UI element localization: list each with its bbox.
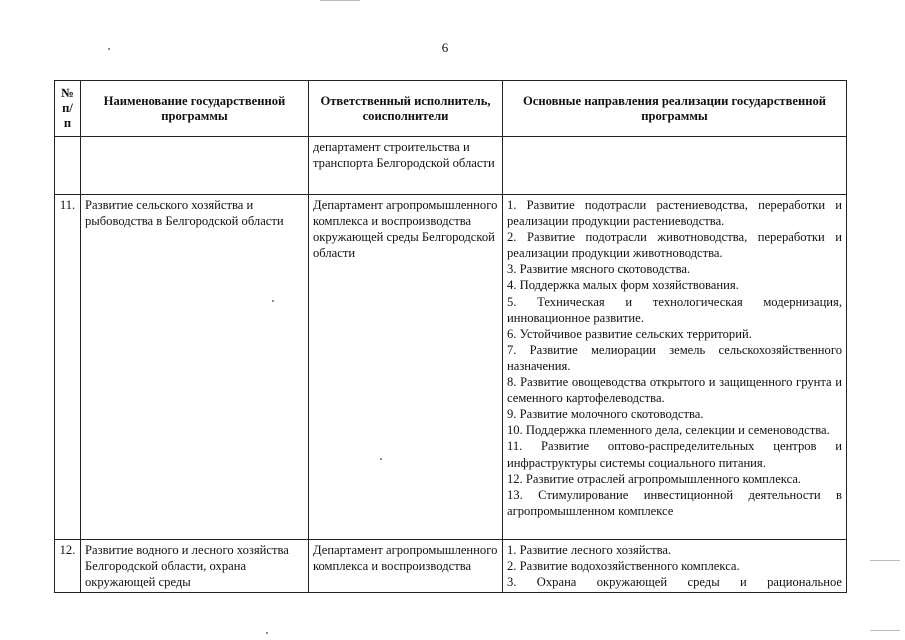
direction-item: 13. Стимулирование инвестиционной деятельности в агропромышленном комплексе <box>507 487 842 518</box>
cell-executor: Департамент агропромышленного комплекса и воспроизводства <box>309 540 503 593</box>
cell-num: 12. <box>55 540 81 593</box>
scan-speck <box>272 300 274 302</box>
scan-edge-mark <box>870 630 900 631</box>
direction-item: 2. Развитие подотрасли животноводства, переработки и реализации продукции животноводства. <box>507 230 842 261</box>
cell-program-name: Развитие водного и лесного хозяйства Белгородской области, охрана окружающей среды <box>81 540 309 593</box>
direction-item: 10. Поддержка племенного дела, селекции и семеноводства. <box>507 423 830 438</box>
direction-item: 4. Поддержка малых форм хозяйствования. <box>507 278 739 293</box>
header-executor: Ответственный исполнитель, соисполнители <box>309 81 503 137</box>
page-number: 6 <box>441 40 449 55</box>
scan-speck <box>108 48 110 50</box>
direction-item: 12. Развитие отраслей агропромышленного комплекса. <box>507 471 802 486</box>
header-program-name: Наименование государственной программы <box>81 81 309 137</box>
direction-item: 11. Развитие оптово-распределительных центров и инфраструктуры системы социального питания. <box>507 439 842 470</box>
cell-program-name <box>81 137 309 195</box>
header-directions: Основные направления реализации государственной программы <box>503 81 847 137</box>
cell-directions <box>503 195 847 540</box>
table-row <box>55 195 847 540</box>
scan-edge-mark <box>870 560 900 561</box>
cell-num: 11. <box>55 195 81 540</box>
cell-executor: Департамент агропромышленного комплекса и воспроизводства окружающей среды Белгородской области <box>309 195 503 540</box>
cell-directions <box>503 540 847 593</box>
header-num: № п/п <box>55 81 81 137</box>
cell-executor: департамент строительства и транспорта Белгородской области <box>309 137 503 195</box>
direction-item: 7. Развитие мелиорации земель сельскохозяйственного назначения. <box>507 342 842 373</box>
programs-table <box>54 80 847 593</box>
table-header-row <box>55 81 847 137</box>
direction-item: 3. Охрана окружающей среды и рациональное <box>507 575 842 590</box>
cell-program-name: Развитие сельского хозяйства и рыбоводства в Белгородской области <box>81 195 309 540</box>
cell-num <box>55 137 81 195</box>
scan-edge-mark <box>320 0 360 1</box>
direction-item: 1. Развитие лесного хозяйства. <box>507 543 672 557</box>
scan-speck <box>266 632 268 634</box>
direction-item: 1. Развитие подотрасли растениеводства, переработки и реализации продукции растениеводства. <box>507 198 842 229</box>
direction-item: 2. Развитие водохозяйственного комплекса. <box>507 559 740 574</box>
cell-directions <box>503 137 847 195</box>
direction-item: 5. Техническая и технологическая модернизация, инновационное развитие. <box>507 294 842 325</box>
direction-item: 8. Развитие овощеводства открытого и защищенного грунта и семенного картофелеводства. <box>507 375 842 406</box>
table-row-continuation <box>55 137 847 195</box>
direction-item: 6. Устойчивое развитие сельских территорий. <box>507 326 752 341</box>
direction-item: 9. Развитие молочного скотоводства. <box>507 407 704 422</box>
direction-item: 3. Развитие мясного скотоводства. <box>507 262 691 277</box>
scan-speck <box>380 458 382 460</box>
table-row <box>55 540 847 593</box>
